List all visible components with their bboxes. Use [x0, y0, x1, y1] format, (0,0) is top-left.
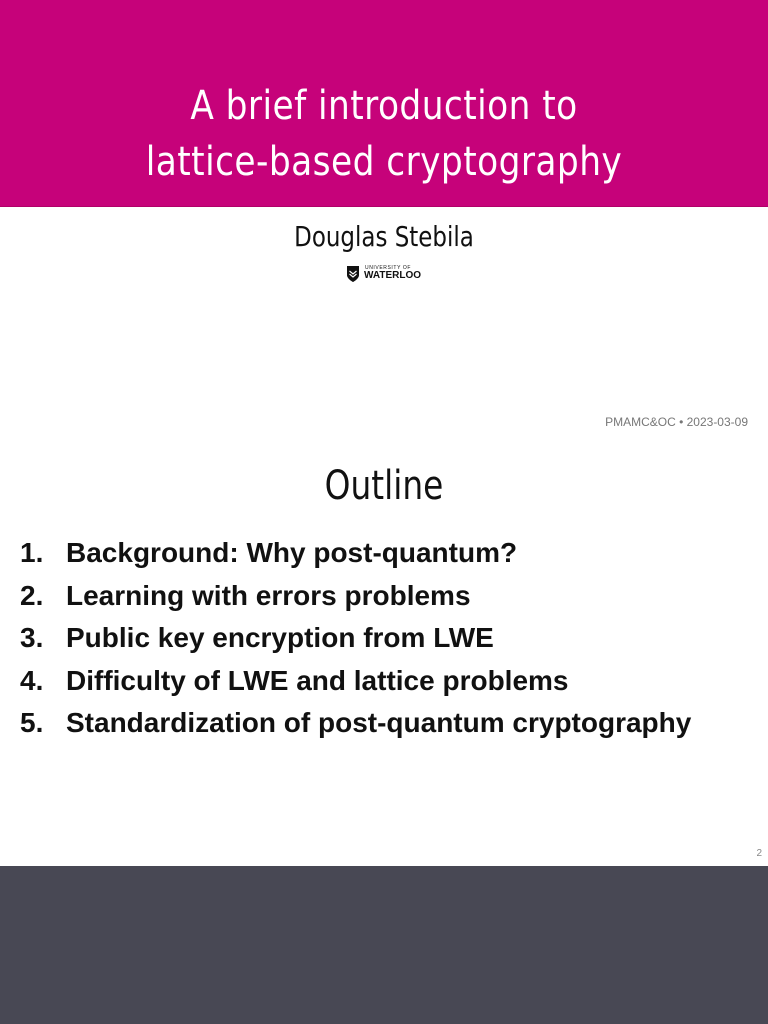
page-number: 2 [756, 848, 762, 859]
list-item-text: Background: Why post-quantum? [66, 537, 518, 568]
list-item-text: Standardization of post-quantum cryptography [66, 707, 692, 738]
list-item-number: 3. [20, 622, 44, 653]
list-item-number: 1. [20, 537, 44, 568]
slide-footer: PMAMC&OC • 2023-03-09 [605, 415, 748, 429]
list-item [20, 664, 750, 697]
university-logo [346, 265, 426, 283]
title-band [0, 0, 768, 207]
title-line-2: lattice-based cryptography [145, 139, 623, 185]
list-item [20, 621, 750, 654]
logo-big-text: WATERLOO [364, 270, 422, 281]
shield-icon [346, 265, 360, 283]
list-item-text: Learning with errors problems [66, 579, 471, 611]
title-slide [0, 0, 768, 446]
list-item-text: Difficulty of LWE and lattice problems [66, 664, 569, 696]
list-item-number: 2. [20, 579, 44, 611]
list-item-number: 5. [20, 707, 44, 738]
list-item [20, 536, 750, 569]
author-name: Douglas Stebila [294, 220, 474, 253]
outline-heading: Outline [324, 463, 444, 509]
list-item [20, 579, 750, 612]
slide-title [54, 78, 714, 190]
logo-small-text: UNIVERSITY OF [365, 265, 412, 271]
outline-list [20, 536, 750, 749]
list-item [20, 706, 750, 739]
list-item-number: 4. [20, 664, 44, 696]
title-line-1: A brief introduction to [190, 83, 578, 129]
viewer-background [0, 866, 768, 1024]
outline-slide [0, 446, 768, 866]
list-item-text: Public key encryption from LWE [66, 622, 494, 653]
